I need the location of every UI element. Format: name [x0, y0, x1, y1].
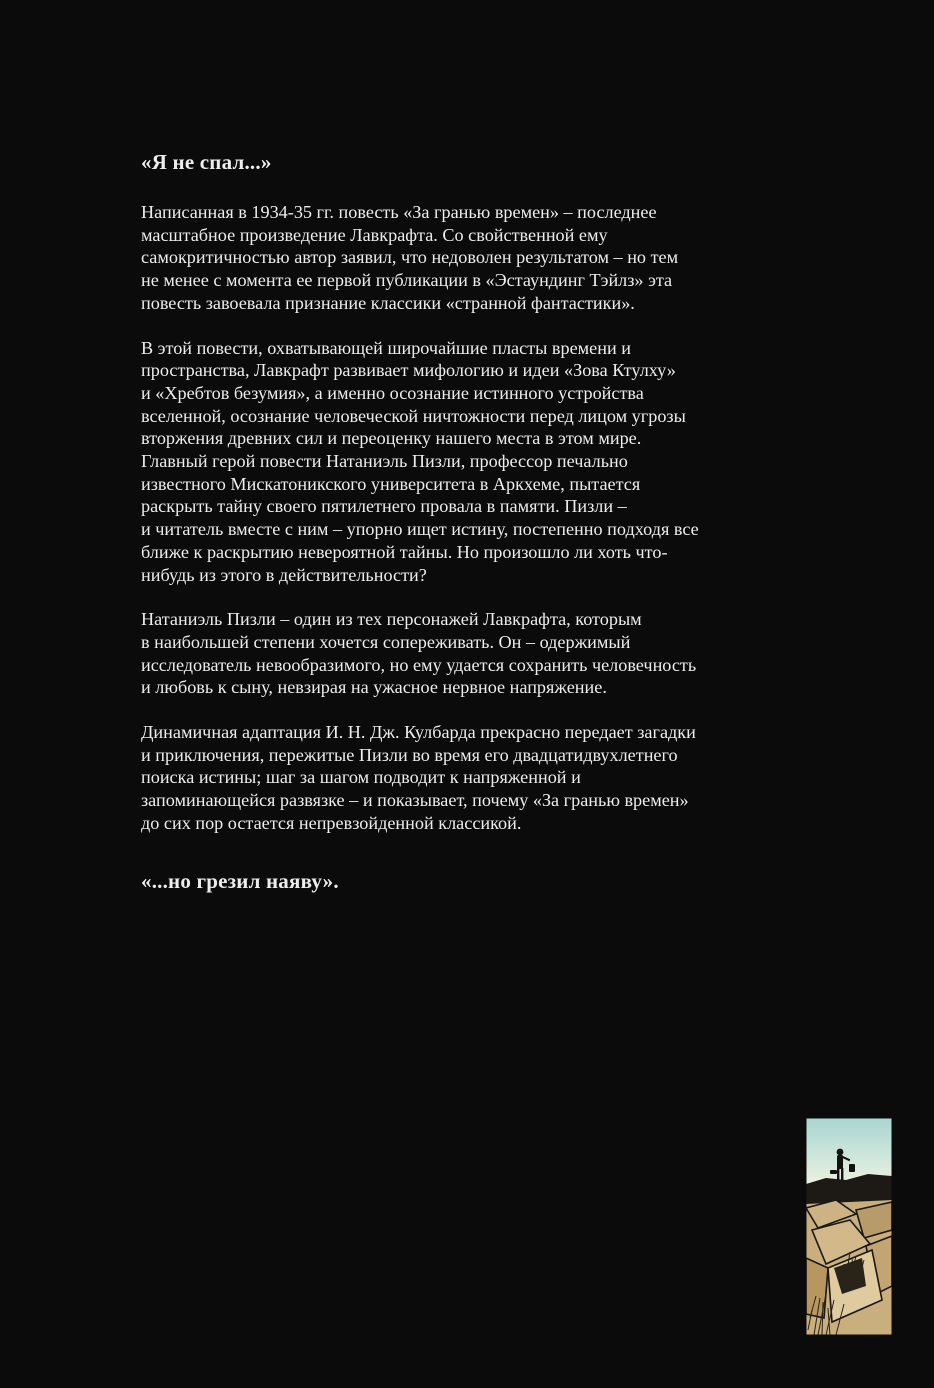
paragraph-line: вселенной, осознание человеческой ничтожности перед лицом угрозы [141, 405, 686, 426]
closing-heading: «...но грезил наяву». [141, 868, 339, 893]
paragraph-line: нибудь из этого в действительности? [141, 564, 427, 585]
paragraph-line: повесть завоевала признание классики «странной фантастики». [141, 292, 635, 313]
paragraph-line: Главный герой повести Натаниэль Пизли, профессор печально [141, 451, 628, 472]
paragraph-line: известного Мискатоникского университета в Аркхеме, пытается [141, 473, 641, 494]
paragraph-line: раскрыть тайну своего пятилетнего провала в памяти. Пизли – [141, 496, 627, 517]
paragraph-line: Натаниэль Пизли – один из тех персонажей Лавкрафта, которым [141, 609, 642, 630]
paragraph-line: и «Хребтов безумия», а именно осознание истинного устройства [141, 382, 644, 403]
paragraph-line: до сих пор остается непревзойденной классикой. [141, 812, 522, 833]
blurb-paragraph [141, 201, 786, 315]
paragraph-line: пространства, Лавкрафт развивает мифологию и идеи «Зова Ктулху» [141, 360, 676, 381]
blurb-paragraph [141, 721, 786, 835]
paragraph-line: В этой повести, охватывающей широчайшие пласты времени и [141, 337, 631, 358]
paragraph-line: вторжения древних сил и переоценку нашего места в этом мире. [141, 428, 642, 449]
paragraph-line: не менее с момента ее первой публикации в «Эстаундинг Тэйлз» эта [141, 270, 673, 291]
cover-illustration-thumbnail [806, 1118, 892, 1335]
paragraph-line: самокритичностью автор заявил, что недоволен результатом – но тем [141, 247, 679, 268]
opening-heading: «Я не спал...» [141, 150, 272, 174]
blurb-paragraphs [141, 201, 786, 835]
paragraph-line: Написанная в 1934-35 гг. повесть «За гранью времен» – последнее [141, 202, 657, 222]
paragraph-line: ближе к раскрытию невероятной тайны. Но произошло ли хоть что- [141, 541, 668, 562]
paragraph-line: и приключения, пережитые Пизли во время его двадцатидвухлетнего [141, 744, 678, 765]
paragraph-line: исследователь невообразимого, но ему удается сохранить человечность [141, 654, 697, 675]
paragraph-line: и любовь к сыну, невзирая на ужасное нервное напряжение. [141, 677, 607, 698]
paragraph-line: в наибольшей степени хочется сопереживать. Он – одержимый [141, 631, 631, 652]
paragraph-line: и читатель вместе с ним – упорно ищет истину, постепенно подходя все [141, 519, 699, 540]
comic-panel-image [806, 1118, 892, 1335]
blurb-paragraph [141, 337, 786, 587]
back-cover-text [141, 148, 786, 895]
blurb-paragraph [141, 608, 786, 699]
paragraph-line: запоминающейся развязке – и показывает, почему «За гранью времен» [141, 790, 689, 811]
paragraph-line: масштабное произведение Лавкрафта. Со свойственной ему [141, 224, 608, 245]
paragraph-line: Динамичная адаптация И. Н. Дж. Кулбарда прекрасно передает загадки [141, 722, 696, 743]
paragraph-line: поиска истины; шаг за шагом подводит к напряженной и [141, 767, 581, 788]
